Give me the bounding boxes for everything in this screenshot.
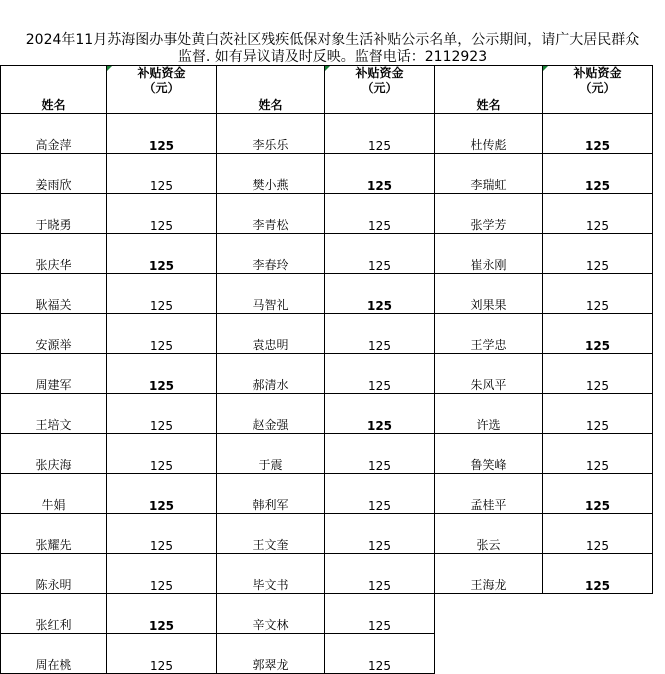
subsidy-amount: 125 <box>325 514 435 554</box>
header-name-3: 姓名 <box>435 66 543 114</box>
notice-title-line2: 监督. 如有异议请及时反映。监督电话：2112923 <box>177 49 488 65</box>
resident-name: 姜雨欣 <box>1 154 107 194</box>
subsidy-amount: 125 <box>107 114 217 154</box>
resident-name: 张云 <box>435 514 543 554</box>
table-row <box>1 154 653 194</box>
subsidy-amount: 125 <box>107 434 217 474</box>
empty-cell <box>543 594 653 634</box>
table-row <box>1 394 653 434</box>
subsidy-amount: 125 <box>107 514 217 554</box>
subsidy-amount: 125 <box>107 634 217 674</box>
subsidy-amount: 125 <box>543 514 653 554</box>
resident-name: 陈永明 <box>1 554 107 594</box>
resident-name: 于晓勇 <box>1 194 107 234</box>
subsidy-amount: 125 <box>543 274 653 314</box>
resident-name: 袁忠明 <box>217 314 325 354</box>
header-name-1: 姓名 <box>1 66 107 114</box>
resident-name: 李乐乐 <box>217 114 325 154</box>
resident-name: 周在桃 <box>1 634 107 674</box>
resident-name: 牛娟 <box>1 474 107 514</box>
table-row <box>1 434 653 474</box>
table-row <box>1 354 653 394</box>
subsidy-amount: 125 <box>543 354 653 394</box>
resident-name: 鲁笑峰 <box>435 434 543 474</box>
resident-name: 韩利军 <box>217 474 325 514</box>
resident-name: 王培文 <box>1 394 107 434</box>
subsidy-amount: 125 <box>107 394 217 434</box>
empty-cell <box>435 594 543 634</box>
resident-name: 许选 <box>435 394 543 434</box>
resident-name: 张庆海 <box>1 434 107 474</box>
header-amount-2-line1: 补贴资金 <box>355 66 404 80</box>
header-amount-3 <box>543 66 653 114</box>
subsidy-amount: 125 <box>325 114 435 154</box>
subsidy-amount: 125 <box>107 234 217 274</box>
resident-name: 郭翠龙 <box>217 634 325 674</box>
subsidy-amount: 125 <box>543 434 653 474</box>
subsidy-table <box>0 65 653 674</box>
table-row <box>1 634 653 674</box>
subsidy-amount: 125 <box>107 554 217 594</box>
notice-title-line1: 2024年11月苏海图办事处黄白茨社区残疾低保对象生活补贴公示名单，公示期间，请广大居民群众 <box>25 32 640 48</box>
subsidy-amount: 125 <box>325 154 435 194</box>
header-amount-1 <box>107 66 217 114</box>
subsidy-amount: 125 <box>325 354 435 394</box>
subsidy-amount: 125 <box>325 314 435 354</box>
subsidy-amount: 125 <box>543 394 653 434</box>
resident-name: 周建军 <box>1 354 107 394</box>
subsidy-amount: 125 <box>325 434 435 474</box>
subsidy-amount: 125 <box>543 314 653 354</box>
resident-name: 樊小燕 <box>217 154 325 194</box>
header-amount-1-line1: 补贴资金 <box>137 66 186 80</box>
resident-name: 毕文书 <box>217 554 325 594</box>
subsidy-amount: 125 <box>325 274 435 314</box>
subsidy-amount: 125 <box>325 634 435 674</box>
table-row <box>1 114 653 154</box>
resident-name: 辛文林 <box>217 594 325 634</box>
resident-name: 王海龙 <box>435 554 543 594</box>
table-row <box>1 474 653 514</box>
resident-name: 李春玲 <box>217 234 325 274</box>
table-row <box>1 234 653 274</box>
subsidy-amount: 125 <box>107 474 217 514</box>
empty-cell <box>435 634 543 674</box>
resident-name: 张庆华 <box>1 234 107 274</box>
subsidy-amount: 125 <box>325 194 435 234</box>
subsidy-amount: 125 <box>543 194 653 234</box>
subsidy-amount: 125 <box>543 154 653 194</box>
resident-name: 李青松 <box>217 194 325 234</box>
header-amount-2 <box>325 66 435 114</box>
header-name-2: 姓名 <box>217 66 325 114</box>
header-amount-3-line2: （元） <box>579 81 616 95</box>
subsidy-amount: 125 <box>543 554 653 594</box>
table-row <box>1 194 653 234</box>
subsidy-amount: 125 <box>543 234 653 274</box>
subsidy-amount: 125 <box>107 274 217 314</box>
subsidy-amount: 125 <box>107 194 217 234</box>
table-row <box>1 594 653 634</box>
empty-cell <box>543 634 653 674</box>
subsidy-amount: 125 <box>325 554 435 594</box>
resident-name: 张学芳 <box>435 194 543 234</box>
subsidy-amount: 125 <box>107 354 217 394</box>
subsidy-amount: 125 <box>325 594 435 634</box>
resident-name: 安源举 <box>1 314 107 354</box>
subsidy-amount: 125 <box>543 114 653 154</box>
resident-name: 张红利 <box>1 594 107 634</box>
resident-name: 孟桂平 <box>435 474 543 514</box>
notice-title <box>0 32 665 66</box>
subsidy-amount: 125 <box>325 234 435 274</box>
resident-name: 赵金强 <box>217 394 325 434</box>
resident-name: 马智礼 <box>217 274 325 314</box>
resident-name: 耿福关 <box>1 274 107 314</box>
resident-name: 杜传彪 <box>435 114 543 154</box>
resident-name: 高金萍 <box>1 114 107 154</box>
resident-name: 王学忠 <box>435 314 543 354</box>
header-row <box>1 66 653 114</box>
resident-name: 李瑞虹 <box>435 154 543 194</box>
subsidy-amount: 125 <box>107 154 217 194</box>
header-amount-3-line1: 补贴资金 <box>573 66 622 80</box>
header-amount-1-line2: （元） <box>143 81 180 95</box>
resident-name: 王文奎 <box>217 514 325 554</box>
resident-name: 刘果果 <box>435 274 543 314</box>
table-row <box>1 514 653 554</box>
resident-name: 朱风平 <box>435 354 543 394</box>
subsidy-amount: 125 <box>107 594 217 634</box>
subsidy-amount: 125 <box>325 474 435 514</box>
subsidy-amount: 125 <box>325 394 435 434</box>
subsidy-amount: 125 <box>543 474 653 514</box>
resident-name: 于震 <box>217 434 325 474</box>
subsidy-amount: 125 <box>107 314 217 354</box>
resident-name: 崔永刚 <box>435 234 543 274</box>
table-row <box>1 554 653 594</box>
resident-name: 郝清水 <box>217 354 325 394</box>
resident-name: 张耀先 <box>1 514 107 554</box>
table-row <box>1 314 653 354</box>
header-amount-2-line2: （元） <box>361 81 398 95</box>
table-row <box>1 274 653 314</box>
